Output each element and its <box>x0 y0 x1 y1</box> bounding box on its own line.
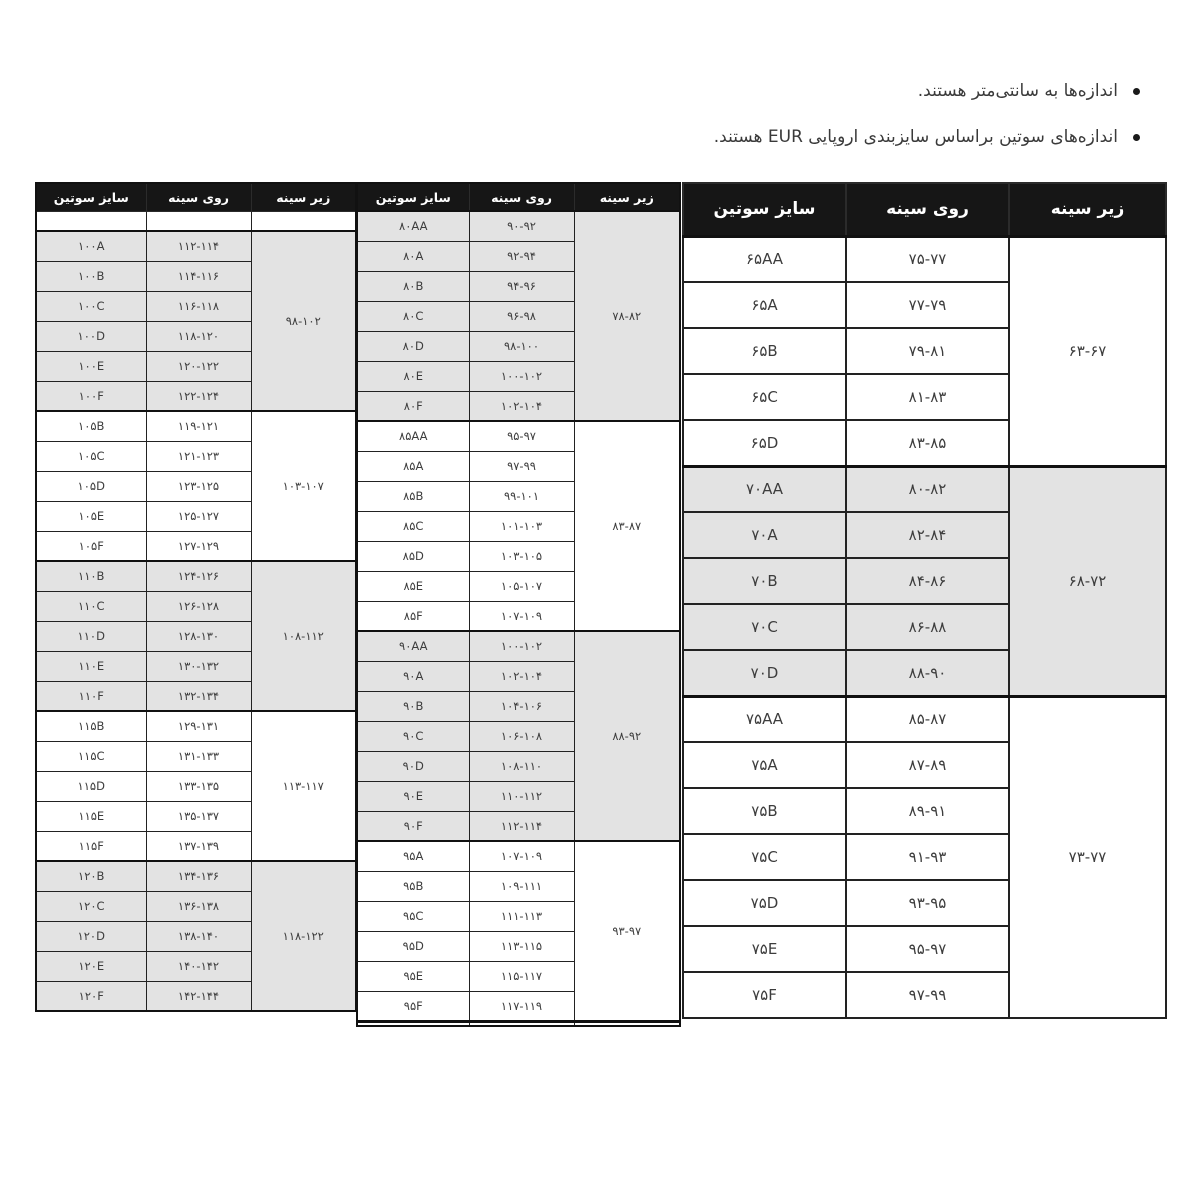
underbust-range-cell: ۷۸-۸۲ <box>574 211 680 421</box>
bra-size-cell: ۹۰E <box>357 781 469 811</box>
clipped-underbust-cell <box>574 1021 680 1026</box>
underbust-range-cell: ۶۸-۷۲ <box>1009 466 1166 696</box>
overbust-range-cell: ۹۹-۱۰۱ <box>469 481 574 511</box>
bra-size-cell: ۷۵F <box>683 972 846 1018</box>
note-eur-sizing-text: اندازه‌های سوتین براساس سایزبندی اروپایی EUR هستند. <box>713 126 1118 147</box>
bra-size-cell: ۹۵A <box>357 841 469 871</box>
overbust-range-cell: ۱۱۲-۱۱۴ <box>146 231 251 261</box>
overbust-range-cell: ۱۰۷-۱۰۹ <box>469 601 574 631</box>
bra-size-cell: ۱۲۰E <box>36 951 146 981</box>
overbust-range-cell: ۱۰۲-۱۰۴ <box>469 661 574 691</box>
bra-size-cell: ۱۰۰B <box>36 261 146 291</box>
overbust-range-cell: ۹۷-۹۹ <box>846 972 1009 1018</box>
note-eur-sizing <box>714 126 1142 149</box>
note-units-text: اندازه‌ها به سانتی‌متر هستند. <box>917 81 1118 101</box>
overbust-range-cell: ۱۰۸-۱۱۰ <box>469 751 574 781</box>
bra-size-cell: ۶۵A <box>683 282 846 328</box>
bra-size-cell: ۹۰F <box>357 811 469 841</box>
bra-size-cell: ۱۲۰B <box>36 861 146 891</box>
header-row <box>36 183 356 211</box>
overbust-range-cell: ۸۰-۸۲ <box>846 466 1009 512</box>
table-row <box>357 421 680 451</box>
overbust-range-cell: ۱۰۵-۱۰۷ <box>469 571 574 601</box>
clipped-row <box>357 1021 680 1026</box>
bra-size-cell: ۹۰D <box>357 751 469 781</box>
underbust-range-cell: ۱۱۳-۱۱۷ <box>251 711 356 861</box>
overbust-range-cell: ۱۱۸-۱۲۰ <box>146 321 251 351</box>
empty-bust-cell <box>146 211 251 231</box>
overbust-range-cell: ۱۰۷-۱۰۹ <box>469 841 574 871</box>
empty-underbust-cell <box>251 211 356 231</box>
overbust-range-cell: ۸۲-۸۴ <box>846 512 1009 558</box>
bra-size-cell: ۱۲۰F <box>36 981 146 1011</box>
bra-size-cell: ۶۵C <box>683 374 846 420</box>
bra-size-cell: ۱۱۰C <box>36 591 146 621</box>
overbust-range-cell: ۱۳۱-۱۳۳ <box>146 741 251 771</box>
overbust-range-cell: ۱۲۱-۱۲۳ <box>146 441 251 471</box>
bra-size-cell: ۶۵B <box>683 328 846 374</box>
overbust-range-cell: ۱۲۵-۱۲۷ <box>146 501 251 531</box>
overbust-range-cell: ۱۳۸-۱۴۰ <box>146 921 251 951</box>
bra-size-cell: ۸۵B <box>357 481 469 511</box>
column-header-size: سایز سوتین <box>36 183 146 211</box>
bra-size-cell: ۷۰A <box>683 512 846 558</box>
overbust-range-cell: ۱۲۰-۱۲۲ <box>146 351 251 381</box>
overbust-range-cell: ۸۴-۸۶ <box>846 558 1009 604</box>
bra-size-cell: ۱۰۵C <box>36 441 146 471</box>
bra-size-cell: ۸۵A <box>357 451 469 481</box>
overbust-range-cell: ۷۷-۷۹ <box>846 282 1009 328</box>
bullet-icon <box>1133 88 1140 95</box>
overbust-range-cell: ۱۲۳-۱۲۵ <box>146 471 251 501</box>
overbust-range-cell: ۱۱۵-۱۱۷ <box>469 961 574 991</box>
bra-size-cell: ۱۱۵B <box>36 711 146 741</box>
table-row <box>357 631 680 661</box>
bullet-icon <box>1133 134 1140 141</box>
overbust-range-cell: ۹۶-۹۸ <box>469 301 574 331</box>
table-row <box>36 861 356 891</box>
underbust-range-cell: ۸۸-۹۲ <box>574 631 680 841</box>
underbust-range-cell: ۱۱۸-۱۲۲ <box>251 861 356 1011</box>
bra-size-cell: ۷۰B <box>683 558 846 604</box>
bra-size-cell: ۱۱۵E <box>36 801 146 831</box>
header-row <box>683 183 1166 236</box>
notes-list <box>714 80 1142 172</box>
bra-size-cell: ۱۰۰C <box>36 291 146 321</box>
table-row <box>36 411 356 441</box>
overbust-range-cell: ۸۱-۸۳ <box>846 374 1009 420</box>
overbust-range-cell: ۱۳۵-۱۳۷ <box>146 801 251 831</box>
underbust-range-cell: ۸۳-۸۷ <box>574 421 680 631</box>
overbust-range-cell: ۱۲۲-۱۲۴ <box>146 381 251 411</box>
overbust-range-cell: ۱۱۹-۱۲۱ <box>146 411 251 441</box>
bra-size-cell: ۸۰F <box>357 391 469 421</box>
overbust-range-cell: ۹۵-۹۷ <box>846 926 1009 972</box>
bra-size-cell: ۱۱۰D <box>36 621 146 651</box>
overbust-range-cell: ۱۱۱-۱۱۳ <box>469 901 574 931</box>
underbust-range-cell: ۹۸-۱۰۲ <box>251 231 356 411</box>
bra-size-cell: ۹۵B <box>357 871 469 901</box>
column-header-size: سایز سوتین <box>683 183 846 236</box>
underbust-range-cell: ۹۳-۹۷ <box>574 841 680 1021</box>
underbust-range-cell: ۱۰۸-۱۱۲ <box>251 561 356 711</box>
overbust-range-cell: ۱۱۰-۱۱۲ <box>469 781 574 811</box>
bra-size-cell: ۱۰۰D <box>36 321 146 351</box>
overbust-range-cell: ۱۰۰-۱۰۲ <box>469 361 574 391</box>
overbust-range-cell: ۸۷-۸۹ <box>846 742 1009 788</box>
overbust-range-cell: ۱۰۲-۱۰۴ <box>469 391 574 421</box>
bra-size-cell: ۷۵B <box>683 788 846 834</box>
bra-size-cell: ۸۰A <box>357 241 469 271</box>
bra-size-cell: ۹۵F <box>357 991 469 1021</box>
bra-size-cell: ۱۲۰C <box>36 891 146 921</box>
bra-size-cell: ۹۰AA <box>357 631 469 661</box>
clipped-bust-cell <box>469 1021 574 1026</box>
bra-size-cell: ۷۵A <box>683 742 846 788</box>
overbust-range-cell: ۱۱۷-۱۱۹ <box>469 991 574 1021</box>
overbust-range-cell: ۱۰۴-۱۰۶ <box>469 691 574 721</box>
overbust-range-cell: ۸۸-۹۰ <box>846 650 1009 696</box>
bra-size-cell: ۹۵C <box>357 901 469 931</box>
column-header-bust: روی سینه <box>469 183 574 211</box>
bra-size-cell: ۱۲۰D <box>36 921 146 951</box>
bra-size-cell: ۱۱۵F <box>36 831 146 861</box>
bra-size-cell: ۱۰۵D <box>36 471 146 501</box>
bra-size-cell: ۸۰D <box>357 331 469 361</box>
bra-size-cell: ۸۵AA <box>357 421 469 451</box>
bra-size-cell: ۸۰C <box>357 301 469 331</box>
table-row <box>36 231 356 261</box>
overbust-range-cell: ۱۳۷-۱۳۹ <box>146 831 251 861</box>
note-units <box>714 80 1142 103</box>
bra-size-cell: ۸۵C <box>357 511 469 541</box>
size-chart-table-bands-65-75 <box>682 182 1167 1019</box>
overbust-range-cell: ۷۹-۸۱ <box>846 328 1009 374</box>
bra-size-cell: ۱۱۰B <box>36 561 146 591</box>
overbust-range-cell: ۷۵-۷۷ <box>846 236 1009 282</box>
bra-size-cell: ۸۰AA <box>357 211 469 241</box>
overbust-range-cell: ۱۲۴-۱۲۶ <box>146 561 251 591</box>
bra-size-cell: ۱۰۰E <box>36 351 146 381</box>
overbust-range-cell: ۹۱-۹۳ <box>846 834 1009 880</box>
overbust-range-cell: ۱۱۲-۱۱۴ <box>469 811 574 841</box>
table-row <box>36 561 356 591</box>
clipped-size-cell <box>357 1021 469 1026</box>
bra-size-cell: ۸۰B <box>357 271 469 301</box>
overbust-range-cell: ۱۱۶-۱۱۸ <box>146 291 251 321</box>
overbust-range-cell: ۱۳۶-۱۳۸ <box>146 891 251 921</box>
overbust-range-cell: ۹۸-۱۰۰ <box>469 331 574 361</box>
overbust-range-cell: ۸۹-۹۱ <box>846 788 1009 834</box>
table-row <box>357 211 680 241</box>
bra-size-cell: ۹۰A <box>357 661 469 691</box>
overbust-range-cell: ۱۰۳-۱۰۵ <box>469 541 574 571</box>
table-row <box>683 466 1166 512</box>
header-row <box>357 183 680 211</box>
overbust-range-cell: ۱۱۳-۱۱۵ <box>469 931 574 961</box>
bra-size-cell: ۹۰B <box>357 691 469 721</box>
bra-size-cell: ۶۵D <box>683 420 846 466</box>
bra-size-cell: ۱۰۵B <box>36 411 146 441</box>
bra-size-cell: ۷۵C <box>683 834 846 880</box>
bra-size-cell: ۸۵E <box>357 571 469 601</box>
overbust-range-cell: ۱۲۸-۱۳۰ <box>146 621 251 651</box>
overbust-range-cell: ۹۲-۹۴ <box>469 241 574 271</box>
underbust-range-cell: ۷۳-۷۷ <box>1009 696 1166 1018</box>
overbust-range-cell: ۹۴-۹۶ <box>469 271 574 301</box>
bra-size-cell: ۱۱۵C <box>36 741 146 771</box>
table-row <box>683 236 1166 282</box>
empty-size-cell <box>36 211 146 231</box>
table-row <box>683 696 1166 742</box>
overbust-range-cell: ۱۲۹-۱۳۱ <box>146 711 251 741</box>
bra-size-cell: ۷۰D <box>683 650 846 696</box>
overbust-range-cell: ۸۵-۸۷ <box>846 696 1009 742</box>
column-header-size: سایز سوتین <box>357 183 469 211</box>
table-row <box>357 841 680 871</box>
empty-row <box>36 211 356 231</box>
overbust-range-cell: ۱۳۰-۱۳۲ <box>146 651 251 681</box>
overbust-range-cell: ۸۶-۸۸ <box>846 604 1009 650</box>
bra-size-cell: ۱۰۵E <box>36 501 146 531</box>
table-row <box>36 711 356 741</box>
overbust-range-cell: ۹۵-۹۷ <box>469 421 574 451</box>
underbust-range-cell: ۶۳-۶۷ <box>1009 236 1166 466</box>
bra-size-cell: ۱۱۵D <box>36 771 146 801</box>
bra-size-cell: ۶۵AA <box>683 236 846 282</box>
overbust-range-cell: ۱۰۶-۱۰۸ <box>469 721 574 751</box>
overbust-range-cell: ۱۰۹-۱۱۱ <box>469 871 574 901</box>
overbust-range-cell: ۱۱۴-۱۱۶ <box>146 261 251 291</box>
overbust-range-cell: ۱۳۴-۱۳۶ <box>146 861 251 891</box>
bra-size-cell: ۸۵D <box>357 541 469 571</box>
size-chart-table-bands-80-95 <box>356 182 681 1027</box>
column-header-underbust: زیر سینه <box>1009 183 1166 236</box>
overbust-range-cell: ۱۴۰-۱۴۲ <box>146 951 251 981</box>
overbust-range-cell: ۱۴۲-۱۴۴ <box>146 981 251 1011</box>
overbust-range-cell: ۱۳۳-۱۳۵ <box>146 771 251 801</box>
bra-size-cell: ۸۵F <box>357 601 469 631</box>
bra-size-cell: ۹۰C <box>357 721 469 751</box>
bra-size-cell: ۹۵D <box>357 931 469 961</box>
size-chart-table-bands-100-120 <box>35 182 357 1012</box>
overbust-range-cell: ۹۷-۹۹ <box>469 451 574 481</box>
bra-size-cell: ۹۵E <box>357 961 469 991</box>
bra-size-cell: ۷۵AA <box>683 696 846 742</box>
overbust-range-cell: ۹۰-۹۲ <box>469 211 574 241</box>
bra-size-cell: ۸۰E <box>357 361 469 391</box>
overbust-range-cell: ۱۲۷-۱۲۹ <box>146 531 251 561</box>
bra-size-cell: ۱۰۰F <box>36 381 146 411</box>
bra-size-cell: ۱۰۵F <box>36 531 146 561</box>
overbust-range-cell: ۱۲۶-۱۲۸ <box>146 591 251 621</box>
bra-size-cell: ۱۱۰F <box>36 681 146 711</box>
bra-size-cell: ۱۱۰E <box>36 651 146 681</box>
underbust-range-cell: ۱۰۳-۱۰۷ <box>251 411 356 561</box>
overbust-range-cell: ۱۰۱-۱۰۳ <box>469 511 574 541</box>
column-header-underbust: زیر سینه <box>251 183 356 211</box>
column-header-underbust: زیر سینه <box>574 183 680 211</box>
overbust-range-cell: ۱۳۲-۱۳۴ <box>146 681 251 711</box>
overbust-range-cell: ۱۰۰-۱۰۲ <box>469 631 574 661</box>
bra-size-cell: ۷۵D <box>683 880 846 926</box>
column-header-bust: روی سینه <box>146 183 251 211</box>
overbust-range-cell: ۸۳-۸۵ <box>846 420 1009 466</box>
bra-size-cell: ۷۵E <box>683 926 846 972</box>
overbust-range-cell: ۹۳-۹۵ <box>846 880 1009 926</box>
column-header-bust: روی سینه <box>846 183 1009 236</box>
bra-size-cell: ۷۰C <box>683 604 846 650</box>
bra-size-cell: ۷۰AA <box>683 466 846 512</box>
bra-size-cell: ۱۰۰A <box>36 231 146 261</box>
